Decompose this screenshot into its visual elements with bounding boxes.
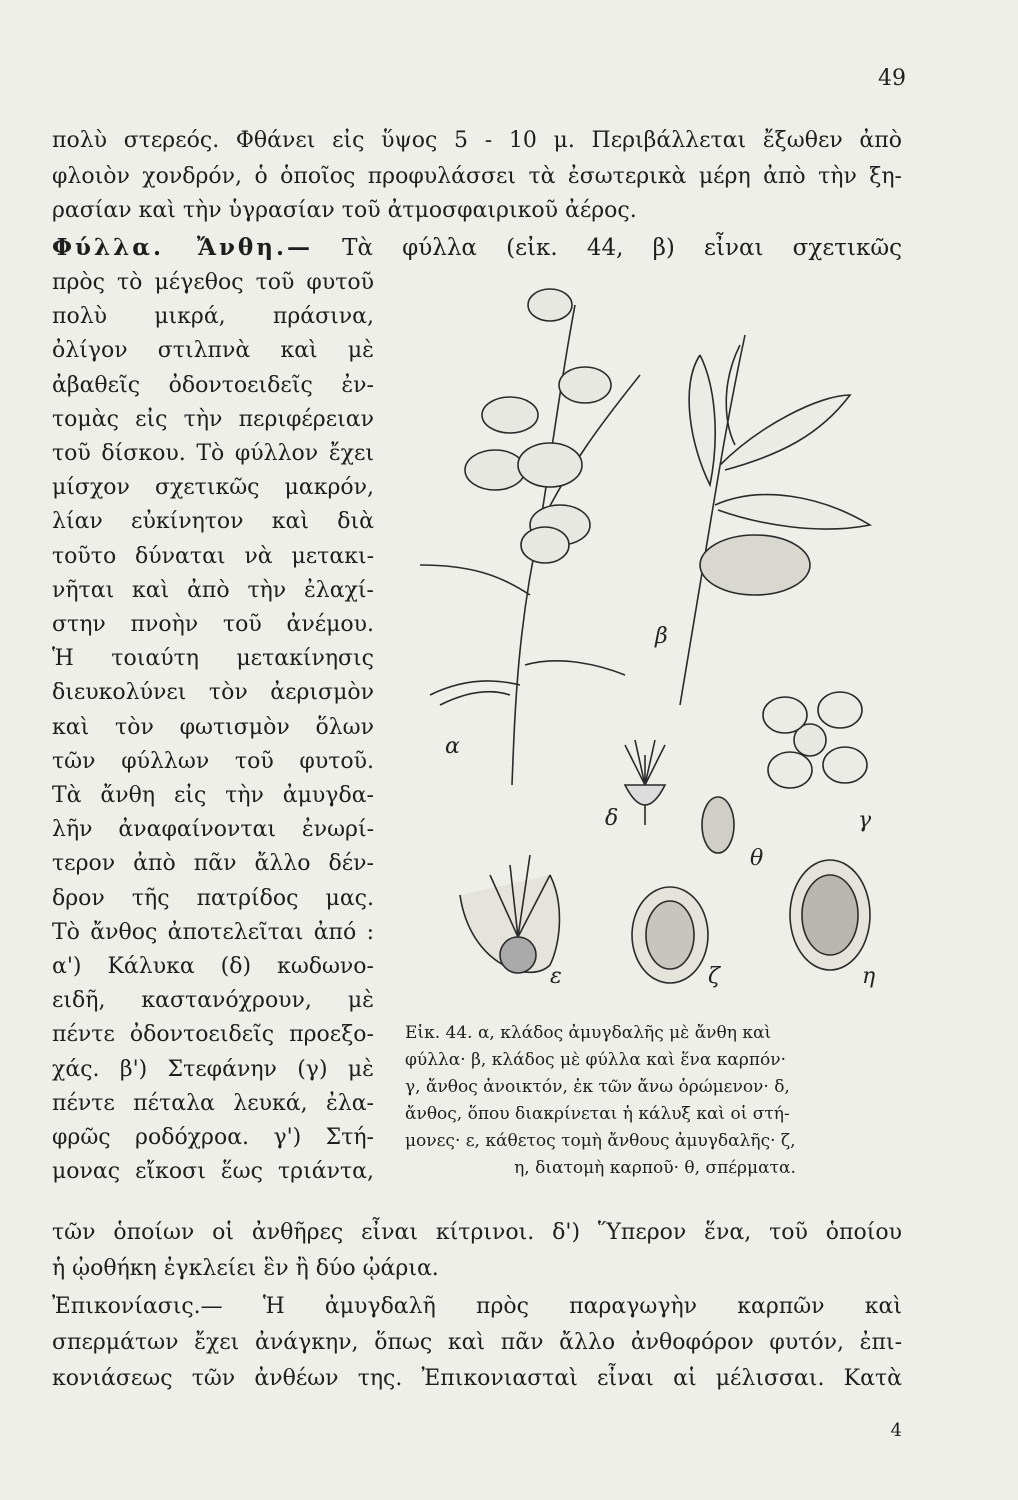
- figure-caption: [405, 1020, 905, 1182]
- left-column-line: τοῦ δίσκου. Τὸ φύλλον ἔχει: [52, 441, 374, 466]
- label-gamma: γ: [858, 808, 872, 833]
- left-column-line: τομὰς εἰς τὴν περιφέρειαν: [52, 406, 374, 432]
- left-column-line: μίσχον σχετικῶς μακρόν,: [52, 475, 374, 501]
- body-line-bottom-1: τῶν ὁποίων οἱ ἀνθῆρες εἶναι κίτρινοι. δ') Ὕπερον ἕνα, τοῦ ὁποίου: [52, 1220, 902, 1245]
- left-column-line: νῆται καὶ ἀπὸ τὴν ἐλαχί-: [52, 577, 374, 603]
- left-column-line: λῆν ἀναφαίνονται ἐνωρί-: [52, 817, 374, 843]
- almond-fruit: [700, 535, 810, 595]
- label-epsilon: ε: [550, 964, 562, 989]
- left-column-line: χάς. β') Στεφάνην (γ) μὲ: [52, 1056, 374, 1082]
- signature-mark: 4: [890, 1420, 902, 1441]
- body-line-1: πολὺ στερεός. Φθάνει εἰς ὕψος 5 - 10 μ. Περιβάλλεται ἔξωθεν ἀπὸ: [52, 128, 902, 153]
- label-delta: δ: [605, 806, 619, 831]
- left-column-line: τῶν φύλλων τοῦ φυτοῦ.: [52, 748, 374, 774]
- left-column-line: στην πνοὴν τοῦ ἀνέμου.: [52, 612, 374, 637]
- caption-line: Εἰκ. 44. α, κλάδος ἀμυγδαλῆς μὲ ἄνθη καὶ: [405, 1023, 772, 1043]
- body-line-bottom-4: σπερμάτων ἔχει ἀνάγκην, ὅπως καὶ πᾶν ἄλλο ἀνθοφόρον φυτόν, ἐπι-: [52, 1330, 902, 1355]
- left-column-line: πολὺ μικρά, πράσινα,: [52, 304, 374, 330]
- caption-line: φύλλα· β, κλάδος μὲ φύλλα καὶ ἕνα καρπόν·: [405, 1050, 786, 1070]
- section-heading-text: Τὰ φύλλα (εἰκ. 44, β) εἶναι σχετικῶς: [312, 235, 902, 261]
- left-column-line: δρον τῆς πατρίδος μας.: [52, 885, 374, 911]
- almond-illustration: [400, 265, 910, 1010]
- body-line-3: ρασίαν καὶ τὴν ὑγρασίαν τοῦ ἀτμοσφαιρικοῦ ἀέρος.: [52, 198, 637, 223]
- body-line-2: φλοιὸν χονδρόν, ὁ ὁποῖος προφυλάσσει τὰ ἐσωτερικὰ μέρη ἀπὸ τὴν ξη-: [52, 164, 902, 189]
- left-column-line: Τὸ ἄνθος ἀποτελεῖται ἀπό :: [52, 919, 374, 945]
- label-eta: η: [862, 964, 876, 989]
- left-column-line: τοῦτο δύναται νὰ μετακι-: [52, 543, 374, 569]
- label-theta: θ: [750, 846, 764, 871]
- left-column-line: μονας εἴκοσι ἕως τριάντα,: [52, 1159, 374, 1185]
- body-line-bottom-5: κονιάσεως τῶν ἀνθέων της. Ἐπικονιασταὶ εἶναι αἱ μέλισσαι. Κατὰ: [52, 1366, 902, 1391]
- left-column-line: α') Κάλυκα (δ) κωδωνο-: [52, 954, 374, 979]
- caption-line: γ, ἄνθος ἀνοικτόν, ἐκ τῶν ἄνω ὁρώμενον· δ,: [405, 1077, 790, 1097]
- body-line-bottom-2: ἡ ᾠοθήκη ἐγκλείει ἓν ἢ δύο ᾠάρια.: [52, 1256, 439, 1281]
- label-beta: β: [655, 624, 668, 649]
- page-number: 49: [878, 66, 906, 91]
- left-column-line: πέντε πέταλα λευκά, ἐλα-: [52, 1090, 374, 1116]
- left-column-line: τερον ἀπὸ πᾶν ἄλλο δέν-: [52, 851, 374, 877]
- left-column-line: διευκολύνει τὸν ἀερισμὸν: [52, 680, 374, 706]
- left-column-line: φρῶς ροδόχροα. γ') Στή-: [52, 1125, 374, 1150]
- caption-line: ἄνθος, ὅπου διακρίνεται ἡ κάλυξ καὶ οἱ στή-: [405, 1104, 790, 1124]
- section-heading: Φύλλα. Ἄνθη.—: [52, 234, 313, 261]
- left-column-line: λίαν εὐκίνητον καὶ διὰ: [52, 509, 374, 535]
- left-column-line: πέντε ὀδοντοειδεῖς προεξο-: [52, 1022, 374, 1048]
- section-heading-line: [52, 236, 902, 260]
- left-column-line: ἀβαθεῖς ὀδοντοειδεῖς ἐν-: [52, 372, 374, 398]
- left-column-line: ὀλίγον στιλπνὰ καὶ μὲ: [52, 338, 374, 364]
- left-column-line: πρὸς τὸ μέγεθος τοῦ φυτοῦ: [52, 270, 374, 295]
- caption-line: μονες· ε, κάθετος τομὴ ἄνθους ἀμυγδαλῆς· ζ,: [405, 1131, 796, 1151]
- caption-line: η, διατομὴ καρποῦ· θ, σπέρματα.: [514, 1158, 796, 1178]
- figure-44: [400, 265, 910, 1010]
- left-column-line: καὶ τὸν φωτισμὸν ὅλων: [52, 714, 374, 740]
- left-column-line: Τὰ ἄνθη εἰς τὴν ἀμυγδα-: [52, 783, 374, 808]
- body-line-bottom-3: Ἐπικονίασις.— Ἡ ἀμυγδαλῆ πρὸς παραγωγὴν καρπῶν καὶ: [52, 1294, 902, 1319]
- label-alpha: α: [445, 734, 460, 759]
- left-column-line: Ἡ τοιαύτη μετακίνησις: [52, 646, 374, 672]
- label-zeta: ζ: [708, 964, 720, 989]
- left-column-line: ειδῆ, καστανόχρουν, μὲ: [52, 988, 374, 1014]
